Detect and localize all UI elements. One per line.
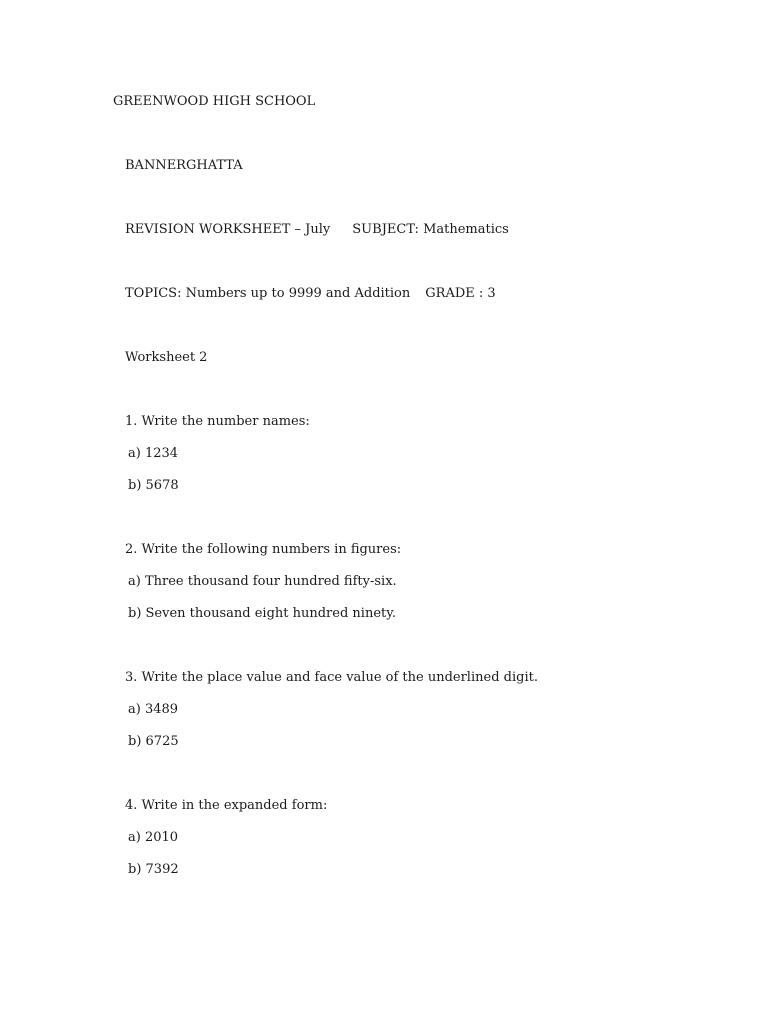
worksheet-subject-line	[125, 222, 509, 238]
school-location: BANNERGHATTA	[125, 158, 243, 173]
question-prompt: 2. Write the following numbers in figures:	[125, 542, 402, 557]
school-name: GREENWOOD HIGH SCHOOL	[113, 94, 316, 109]
question-item: b) Seven thousand eight hundred ninety.	[128, 606, 396, 621]
question-prompt: 4. Write in the expanded form:	[125, 798, 328, 813]
question-item: b) 7392	[128, 862, 179, 877]
question-item: a) 2010	[128, 830, 179, 845]
worksheet-title: REVISION WORKSHEET – July	[125, 222, 331, 237]
worksheet-number: Worksheet 2	[125, 350, 208, 365]
question-item: a) 3489	[128, 702, 179, 717]
question-item: a) 1234	[128, 446, 179, 461]
topics-grade-line	[125, 286, 496, 302]
question-item: b) 5678	[128, 478, 179, 493]
topics-label: TOPICS: Numbers up to 9999 and Addition	[125, 286, 411, 301]
question-prompt: 1. Write the number names:	[125, 414, 310, 429]
question-prompt: 3. Write the place value and face value of the underlined digit.	[125, 670, 538, 685]
subject-label: SUBJECT: Mathematics	[352, 222, 509, 237]
grade-label: GRADE : 3	[425, 286, 496, 301]
question-item: a) Three thousand four hundred fifty-six.	[128, 574, 397, 589]
question-item: b) 6725	[128, 734, 179, 749]
